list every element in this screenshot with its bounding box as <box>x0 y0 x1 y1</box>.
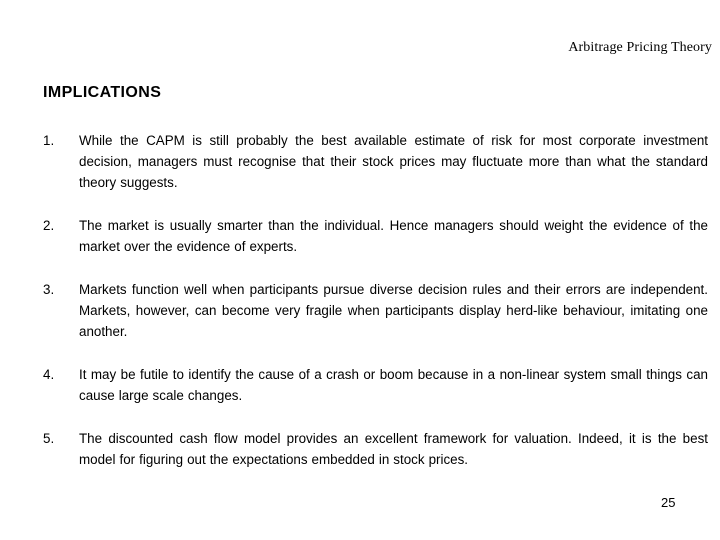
list-item-number: 4. <box>43 367 55 382</box>
list-item <box>43 130 708 193</box>
list-item-number: 2. <box>43 218 55 233</box>
list-item-number: 1. <box>43 133 55 148</box>
section-heading: IMPLICATIONS <box>43 84 162 101</box>
list-item-text: The market is usually smarter than the individual. Hence managers should weight the evidence of the market over the evidence of experts. <box>79 218 708 254</box>
list-item-text: It may be futile to identify the cause of a crash or boom because in a non-linear system small things can cause large scale changes. <box>79 367 708 403</box>
list-item <box>43 215 708 257</box>
list-item <box>43 279 708 342</box>
list-item-text: The discounted cash flow model provides an excellent framework for valuation. Indeed, it is the best model for figuring out the expectations embedded in stock prices. <box>79 431 708 467</box>
list-item <box>43 428 708 470</box>
page-number: 25 <box>661 495 676 510</box>
list-item-text: Markets function well when participants pursue diverse decision rules and their errors are independent. Markets, however, can become very fragile when participants display herd-like behaviour, imitating one another. <box>79 282 708 339</box>
list-item-text: While the CAPM is still probably the best available estimate of risk for most corporate investment decision, managers must recognise that their stock prices may fluctuate more than what the standard theory suggests. <box>79 133 708 190</box>
list-item <box>43 364 708 406</box>
list-item-number: 3. <box>43 282 55 297</box>
running-header-title: Arbitrage Pricing Theory <box>568 40 712 55</box>
implications-list <box>43 130 708 470</box>
list-item-number: 5. <box>43 431 55 446</box>
